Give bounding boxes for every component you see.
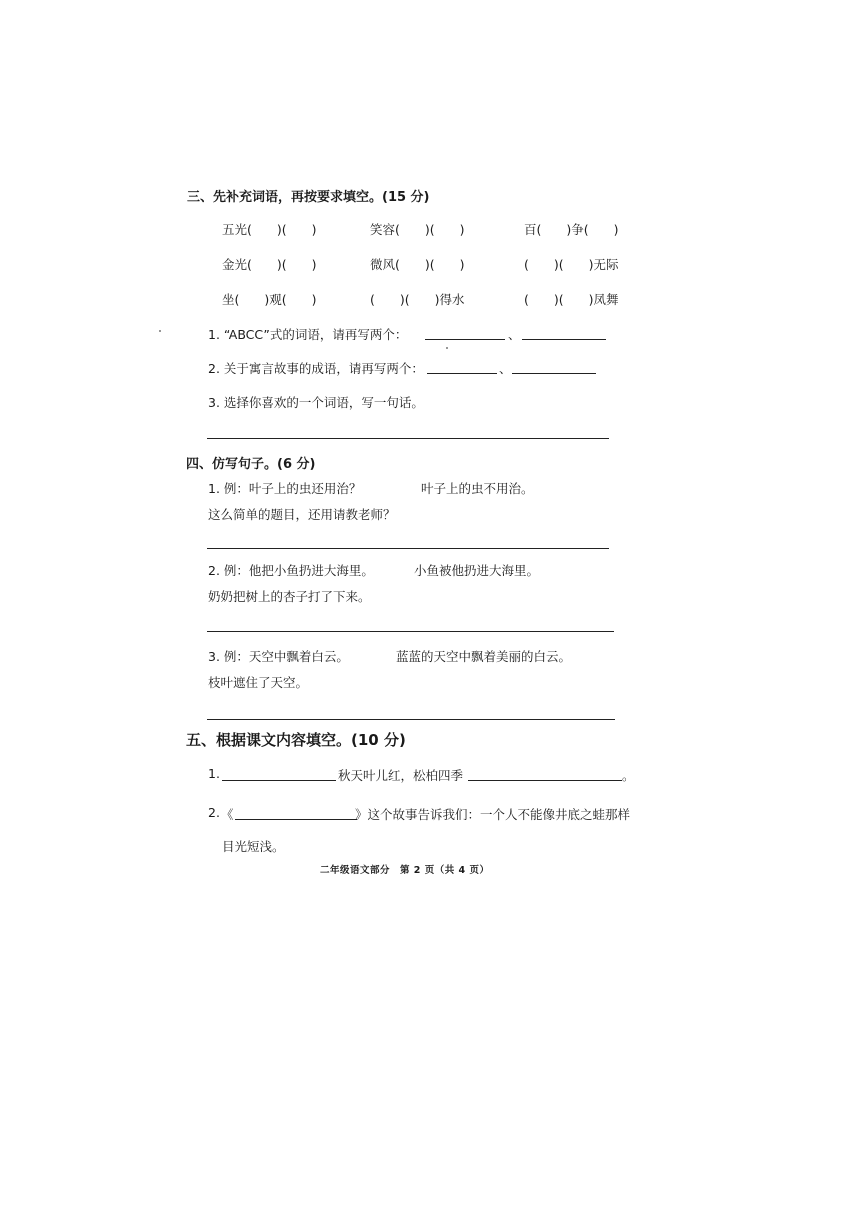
word-fill-r2-c2: 微风( )( ) (370, 257, 465, 272)
answer-blank[interactable] (468, 780, 622, 781)
word-fill-r3-c2: ( )( )得水 (370, 292, 465, 307)
section3-question-2: 2. 关于寓言故事的成语，请再写两个： (208, 361, 424, 376)
rewrite-prompt-2: 奶奶把树上的杏子打了下来。 (208, 589, 371, 604)
page-footer: 二年级语文部分 第 2 页（共 4 页） (320, 865, 490, 876)
word-fill-r1-c1: 五光( )( ) (222, 222, 317, 237)
section4-title: 四、仿写句子。(6 分) (186, 457, 316, 472)
word-fill-r2-c1: 金光( )( ) (222, 257, 317, 272)
answer-blank[interactable] (427, 373, 497, 374)
section3-title: 三、先补充词语，再按要求填空。(15 分) (187, 190, 430, 205)
answer-line[interactable] (207, 548, 609, 549)
scan-speck (446, 347, 448, 349)
answer-blank[interactable] (235, 819, 357, 820)
answer-blank[interactable] (425, 339, 505, 340)
q1-text: 秋天叶儿红，松柏四季 (338, 768, 464, 783)
rewrite-prompt-1: 这么简单的题目，还用请教老师？ (208, 507, 396, 522)
rewrite-example-answer-2: 小鱼被他扔进大海里。 (414, 563, 540, 578)
rewrite-example-answer-3: 蓝蓝的天空中飘着美丽的白云。 (396, 649, 572, 664)
word-fill-r2-c3: ( )( )无际 (524, 257, 619, 272)
answer-line[interactable] (207, 719, 615, 720)
separator: 、 (508, 327, 521, 342)
rewrite-example-1: 1. 例：叶子上的虫还用治？ (208, 481, 362, 496)
section5-title: 五、根据课文内容填空。(10 分) (186, 731, 406, 749)
separator: 、 (499, 361, 512, 376)
word-fill-r1-c3: 百( )争( ) (524, 222, 619, 237)
q2-open-bracket: 《 (221, 807, 234, 822)
q1-number: 1. (208, 766, 220, 781)
scan-speck (159, 330, 161, 332)
answer-blank[interactable] (522, 339, 606, 340)
rewrite-example-3: 3. 例：天空中飘着白云。 (208, 649, 349, 664)
word-fill-r1-c2: 笑容( )( ) (370, 222, 465, 237)
q1-end: 。 (622, 768, 635, 783)
section3-question-3: 3. 选择你喜欢的一个词语，写一句话。 (208, 395, 424, 410)
answer-blank[interactable] (222, 780, 336, 781)
q2-text: 》这个故事告诉我们：一个人不能像井底之蛙那样 (355, 807, 631, 822)
rewrite-example-answer-1: 叶子上的虫不用治。 (421, 481, 534, 496)
answer-line[interactable] (207, 438, 609, 439)
rewrite-example-2: 2. 例：他把小鱼扔进大海里。 (208, 563, 374, 578)
answer-line[interactable] (207, 631, 614, 632)
q2-continuation: 目光短浅。 (222, 839, 285, 854)
q2-number: 2. (208, 805, 220, 820)
section3-question-1: 1. “ABCC”式的词语，请再写两个： (208, 327, 408, 342)
rewrite-prompt-3: 枝叶遮住了天空。 (208, 675, 309, 690)
word-fill-r3-c1: 坐( )观( ) (222, 292, 317, 307)
word-fill-r3-c3: ( )( )凤舞 (524, 292, 619, 307)
answer-blank[interactable] (512, 373, 596, 374)
